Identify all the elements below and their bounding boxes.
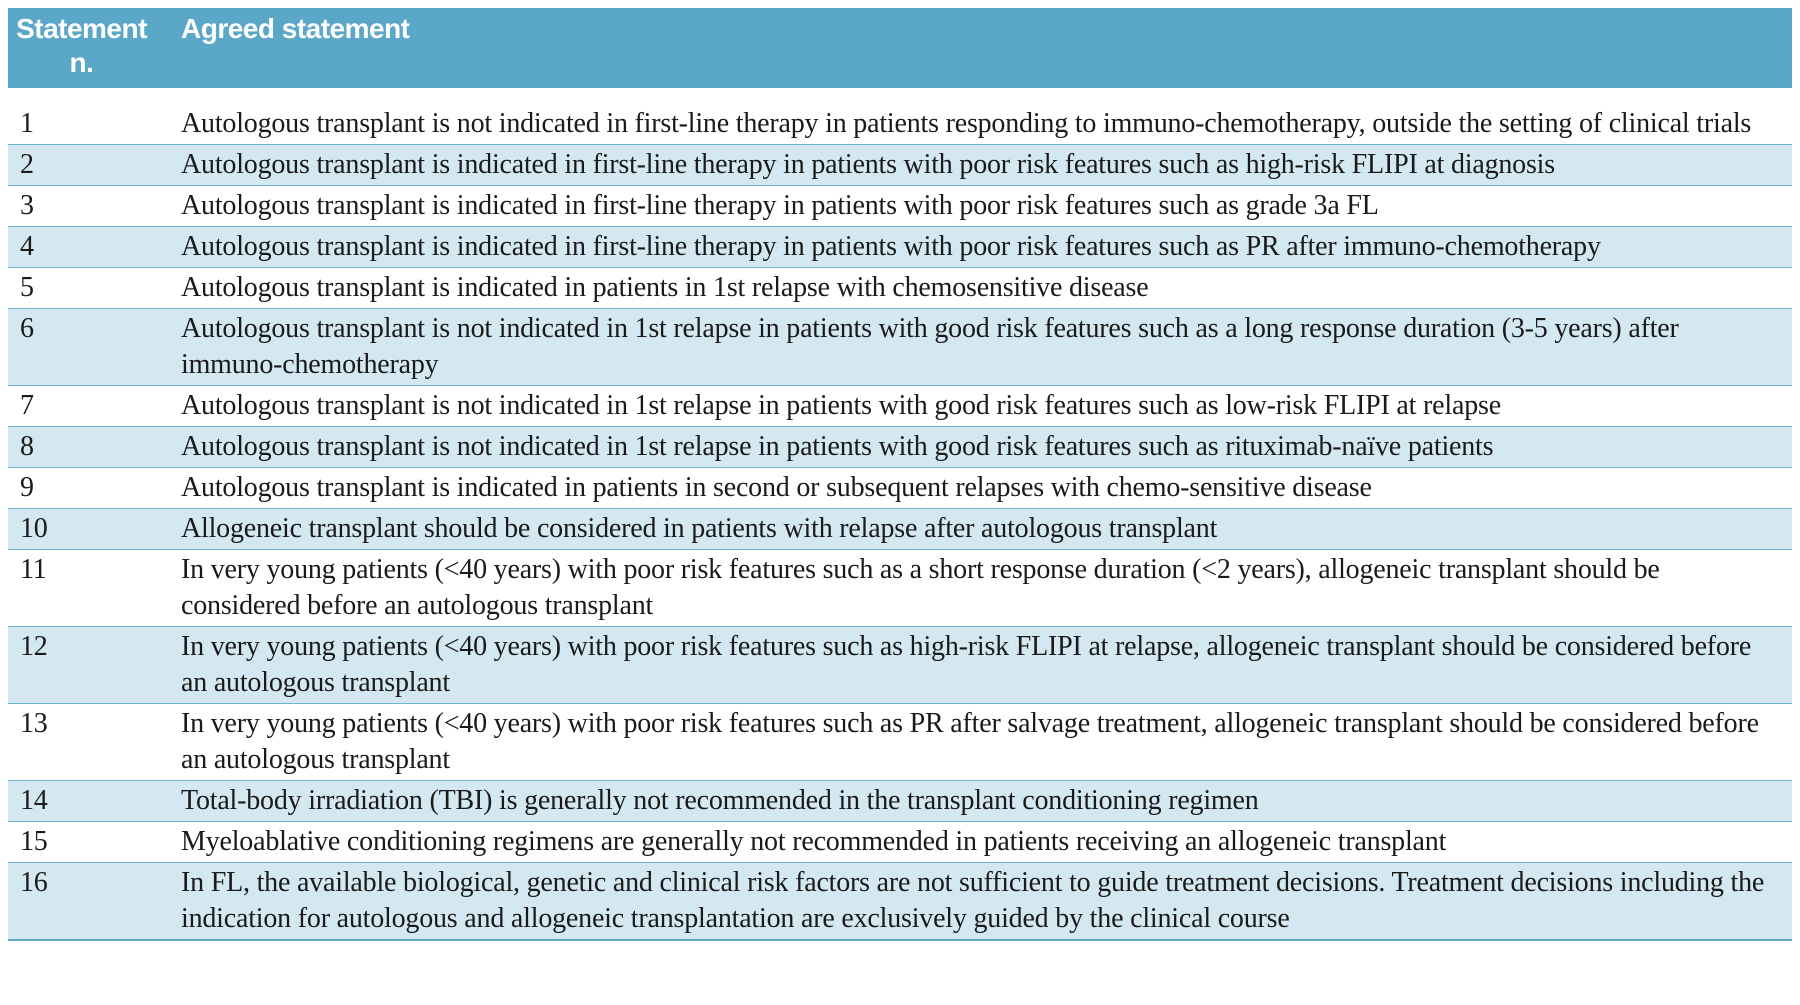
statement-number: 12: [8, 627, 173, 704]
table-header: [8, 8, 1792, 88]
statement-number: 16: [8, 863, 173, 941]
statements-table-container: [8, 8, 1792, 941]
statement-text: Myeloablative conditioning regimens are generally not recommended in patients receiving an allogeneic transplant: [181, 826, 1447, 857]
header-row: [8, 8, 1792, 88]
statement-number: 14: [8, 781, 173, 822]
agreed-statements-table: [8, 8, 1792, 941]
table-row: [8, 186, 1792, 227]
statement-text: Autologous transplant is indicated in first-line therapy in patients with poor risk features such as PR after immuno-chemotherapy: [173, 227, 1792, 268]
statement-number: 3: [20, 190, 34, 221]
statement-text: In very young patients (<40 years) with poor risk features such as a short response duration (<2 years), allogeneic transplant should be considered before an autologous transplant: [181, 554, 1660, 621]
statement-text: Autologous transplant is indicated in patients in second or subsequent relapses with chemo-sensitive disease: [181, 472, 1372, 503]
statement-text: Autologous transplant is indicated in patients in 1st relapse with chemosensitive disease: [181, 272, 1149, 303]
statement-number: 15: [20, 826, 48, 857]
statement-text: Allogeneic transplant should be considered in patients with relapse after autologous transplant: [173, 509, 1792, 550]
statement-number: 4: [8, 227, 173, 268]
statement-text: In very young patients (<40 years) with poor risk features such as PR after salvage treatment, allogeneic transplant should be considered before an autologous transplant: [181, 708, 1759, 775]
table-row: [8, 550, 1792, 627]
statement-number: 6: [8, 309, 173, 386]
statement-text: Autologous transplant is not indicated in 1st relapse in patients with good risk features such as a long response duration (3-5 years) after immuno-chemotherapy: [173, 309, 1792, 386]
table-row: [8, 427, 1792, 468]
statement-text: Autologous transplant is indicated in first-line therapy in patients with poor risk features such as high-risk FLIPI at diagnosis: [173, 145, 1792, 186]
statement-text: In FL, the available biological, genetic and clinical risk factors are not sufficient to guide treatment decisions. Treatment decisions including the indication for autologous and allogeneic transplantation are exclusively guided by the clinical course: [173, 863, 1792, 941]
statement-number: 11: [20, 554, 47, 585]
table-row: [8, 822, 1792, 863]
table-row: [8, 268, 1792, 309]
table-row: [8, 509, 1792, 550]
statement-text: Autologous transplant is not indicated in 1st relapse in patients with good risk features such as low-risk FLIPI at relapse: [181, 390, 1501, 421]
statement-text: Autologous transplant is not indicated in 1st relapse in patients with good risk features such as rituximab-naïve patients: [173, 427, 1792, 468]
statement-text: Autologous transplant is not indicated in first-line therapy in patients responding to immuno-chemotherapy, outside the setting of clinical trials: [181, 108, 1752, 139]
statement-text: Autologous transplant is indicated in first-line therapy in patients with poor risk features such as grade 3a FL: [181, 190, 1379, 221]
statement-number: 5: [20, 272, 34, 303]
table-row: [8, 704, 1792, 781]
table-row: [8, 781, 1792, 822]
statement-number: 8: [8, 427, 173, 468]
table-body: [8, 88, 1792, 940]
table-row: [8, 227, 1792, 268]
table-row: [8, 309, 1792, 386]
statement-number: 7: [20, 390, 34, 421]
header-number-line2: n.: [69, 47, 94, 78]
header-statement-number: [8, 8, 173, 88]
statement-text: Total-body irradiation (TBI) is generally not recommended in the transplant conditioning regimen: [173, 781, 1792, 822]
header-agreed-statement: Agreed statement: [173, 8, 1792, 88]
table-row: [8, 88, 1792, 145]
table-row: [8, 386, 1792, 427]
table-row: [8, 863, 1792, 941]
header-number-line1: Statement: [16, 13, 147, 44]
table-row: [8, 145, 1792, 186]
statement-number: 10: [8, 509, 173, 550]
statement-text: In very young patients (<40 years) with poor risk features such as high-risk FLIPI at relapse, allogeneic transplant should be considered before an autologous transplant: [173, 627, 1792, 704]
table-row: [8, 468, 1792, 509]
statement-number: 13: [20, 708, 48, 739]
statement-number: 9: [20, 472, 34, 503]
statement-number: 2: [8, 145, 173, 186]
statement-number: 1: [20, 108, 34, 139]
table-row: [8, 627, 1792, 704]
